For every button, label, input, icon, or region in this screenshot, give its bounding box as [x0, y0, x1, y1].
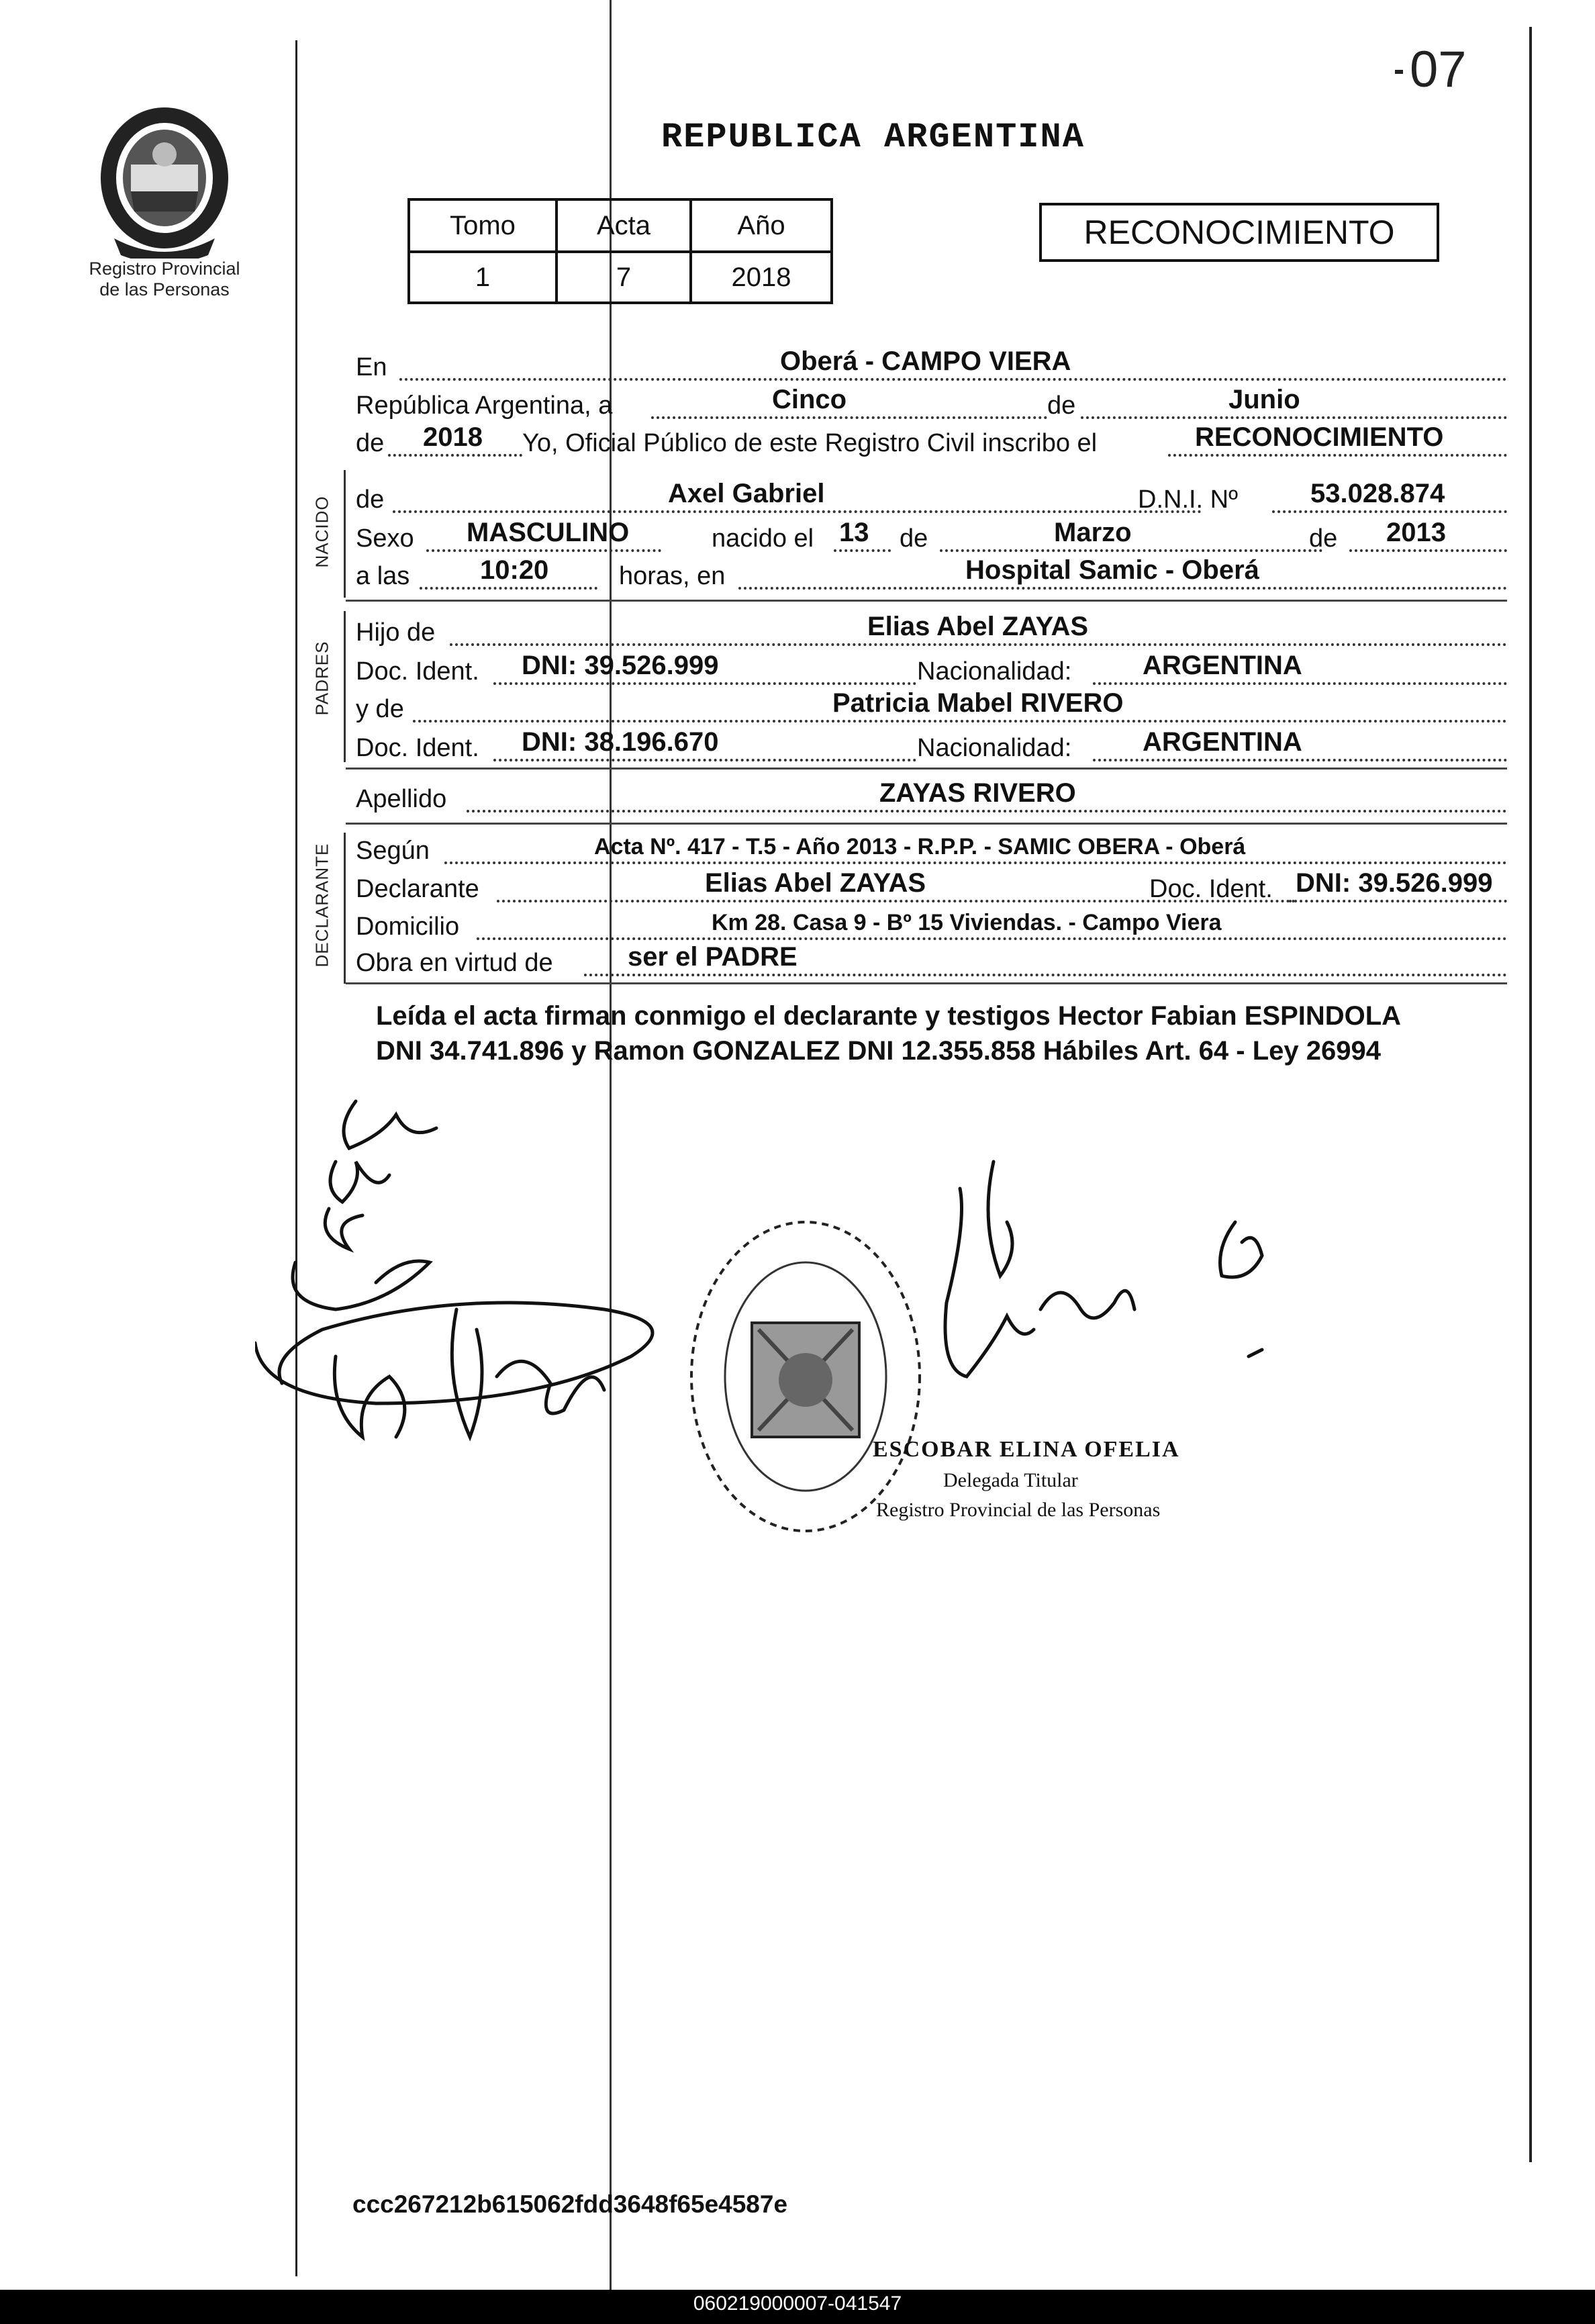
row-padre [356, 611, 1507, 651]
nacido-label: nacido el [712, 524, 814, 553]
dots [426, 549, 661, 552]
nacido-side-label: NACIDO [311, 496, 332, 568]
dots [738, 587, 1507, 590]
anio-label: de [356, 429, 385, 457]
document-hash: ccc267212b615062fdd3648f65e4587e [352, 2190, 788, 2218]
declarante-side-label: DECLARANTE [311, 843, 332, 968]
document-type-box: RECONOCIMIENTO [1039, 203, 1439, 262]
madre-doc: DNI: 38.196.670 [522, 727, 719, 757]
dots [834, 549, 891, 552]
row-madre-doc [356, 727, 1507, 767]
acta-header: Acta [557, 199, 691, 252]
nacido-dia: 13 [839, 518, 869, 547]
padre-nombre: Elias Abel ZAYAS [867, 612, 1089, 641]
lugar-value: Oberá - CAMPO VIERA [780, 346, 1071, 376]
inscribe-value: RECONOCIMIENTO [1195, 422, 1444, 452]
hora-value: 10:20 [480, 555, 549, 585]
dots [477, 937, 1507, 940]
dots [393, 510, 1202, 513]
mes-value: Junio [1228, 385, 1300, 414]
provincial-seal-logo [94, 104, 235, 259]
nacido-anio: 2013 [1386, 518, 1446, 547]
signatory-office: Registro Provincial de las Personas [876, 1499, 1161, 1521]
row-domicilio [356, 905, 1507, 945]
nacido-nombre: Axel Gabriel [668, 479, 825, 508]
row-obra [356, 941, 1507, 982]
obra-value: ser el PADRE [628, 942, 798, 972]
sexo-label: Sexo [356, 524, 414, 553]
row-hora [356, 555, 1507, 595]
dots [1289, 900, 1507, 902]
row-lugar [356, 346, 1507, 386]
official-stamp [678, 1209, 933, 1544]
dni-label: D.N.I. Nº [1138, 485, 1238, 514]
dots [467, 810, 1507, 812]
dots [1168, 454, 1507, 457]
dots [493, 759, 916, 761]
row-apellido [356, 778, 1507, 818]
dots [399, 378, 1507, 381]
apellido-label: Apellido [356, 785, 447, 813]
dots [584, 974, 1507, 976]
padres-bar [344, 611, 346, 762]
closing-text [376, 998, 1517, 1068]
tomo-value: 1 [409, 252, 557, 303]
padre-doc-label: Doc. Ident. [356, 657, 479, 686]
declarante-bar [344, 833, 346, 984]
row-declarante [356, 868, 1507, 908]
domicilio-label: Domicilio [356, 913, 460, 941]
row-anio [356, 422, 1507, 462]
de-label: de [1047, 391, 1076, 420]
registro-table [407, 198, 833, 304]
declarante-doc: DNI: 39.526.999 [1296, 868, 1493, 898]
republica-label: República Argentina, a [356, 391, 613, 420]
hora-label: a las [356, 562, 410, 590]
yde-label: y de [356, 695, 404, 723]
declarante-doc-label: Doc. Ident. [1149, 875, 1273, 903]
lugar-nacimiento: Hospital Samic - Oberá [965, 555, 1259, 585]
page-number: 07 [1410, 41, 1467, 98]
nacido-de-label2: de [900, 524, 928, 553]
separator-padres [346, 768, 1507, 770]
acta-value: 7 [557, 252, 691, 303]
separator-declarante [346, 982, 1507, 984]
anio-value: 2018 [423, 422, 483, 452]
dots [413, 720, 1507, 723]
nacido-dni: 53.028.874 [1310, 479, 1445, 508]
scan-border-right [1529, 27, 1532, 2162]
obra-label: Obra en virtud de [356, 949, 553, 977]
segun-value: Acta Nº. 417 - T.5 - Año 2013 - R.P.P. - SAMIC OBERA - Oberá [594, 834, 1246, 859]
padres-side-label: PADRES [311, 641, 332, 716]
dots [1349, 549, 1507, 552]
dots [1081, 416, 1507, 419]
madre-nac: ARGENTINA [1143, 727, 1302, 757]
dia-value: Cinco [772, 385, 847, 414]
row-fecha [356, 384, 1507, 424]
dots [1272, 510, 1507, 513]
closing-line2: DNI 34.741.896 y Ramon GONZALEZ DNI 12.355.858 Hábiles Art. 64 - Ley 26994 [376, 1036, 1381, 1066]
dots [444, 862, 1507, 864]
oficial-text: Yo, Oficial Público de este Registro Civil inscribo el [522, 429, 1098, 457]
dots [940, 549, 1322, 552]
logo-caption-line1: Registro Provincial [89, 259, 240, 279]
dots [651, 416, 1047, 419]
tomo-header: Tomo [409, 199, 557, 252]
anio-value: 2018 [691, 252, 832, 303]
separator-apellido [346, 823, 1507, 825]
padre-doc: DNI: 39.526.999 [522, 651, 719, 680]
signatory-name: ESCOBAR ELINA OFELIA [873, 1437, 1180, 1462]
dots [493, 682, 916, 685]
signatory-role: Delegada Titular [943, 1469, 1078, 1491]
madre-nac-label: Nacionalidad: [917, 734, 1072, 762]
declarante-nombre: Elias Abel ZAYAS [705, 868, 926, 898]
horas-label: horas, en [619, 562, 726, 590]
logo-caption [74, 259, 255, 300]
dots [1093, 759, 1507, 761]
dots [450, 643, 1507, 646]
apellido-value: ZAYAS RIVERO [879, 778, 1076, 808]
separator-nacido [346, 600, 1507, 602]
row-nombre [356, 478, 1507, 518]
nacido-mes: Marzo [1054, 518, 1132, 547]
nacido-de-label: de [356, 485, 385, 514]
closing-line1: Leída el acta firman conmigo el declarante y testigos Hector Fabian ESPINDOLA [376, 1001, 1402, 1031]
en-label: En [356, 353, 387, 381]
row-sexo [356, 517, 1507, 557]
padre-nac-label: Nacionalidad: [917, 657, 1072, 686]
logo-caption-line2: de las Personas [99, 279, 230, 299]
padre-nac: ARGENTINA [1143, 651, 1302, 680]
row-madre [356, 688, 1507, 728]
hijo-label: Hijo de [356, 618, 436, 647]
declarante-label: Declarante [356, 875, 479, 903]
nacido-de-label3: de [1309, 524, 1338, 553]
madre-nombre: Patricia Mabel RIVERO [832, 688, 1124, 718]
dots [420, 587, 597, 590]
dots [1093, 682, 1507, 685]
footer-code: 060219000007-041547 [693, 2292, 902, 2315]
row-segun [356, 829, 1507, 870]
anio-header: Año [691, 199, 832, 252]
segun-label: Según [356, 837, 430, 865]
domicilio-value: Km 28. Casa 9 - Bº 15 Viviendas. - Campo Viera [712, 910, 1222, 935]
sexo-value: MASCULINO [467, 518, 630, 547]
nacido-bar [344, 470, 346, 598]
dots [388, 454, 522, 457]
row-padre-doc [356, 650, 1507, 690]
document-title: REPUBLICA ARGENTINA [661, 118, 1085, 157]
madre-doc-label: Doc. Ident. [356, 734, 479, 762]
